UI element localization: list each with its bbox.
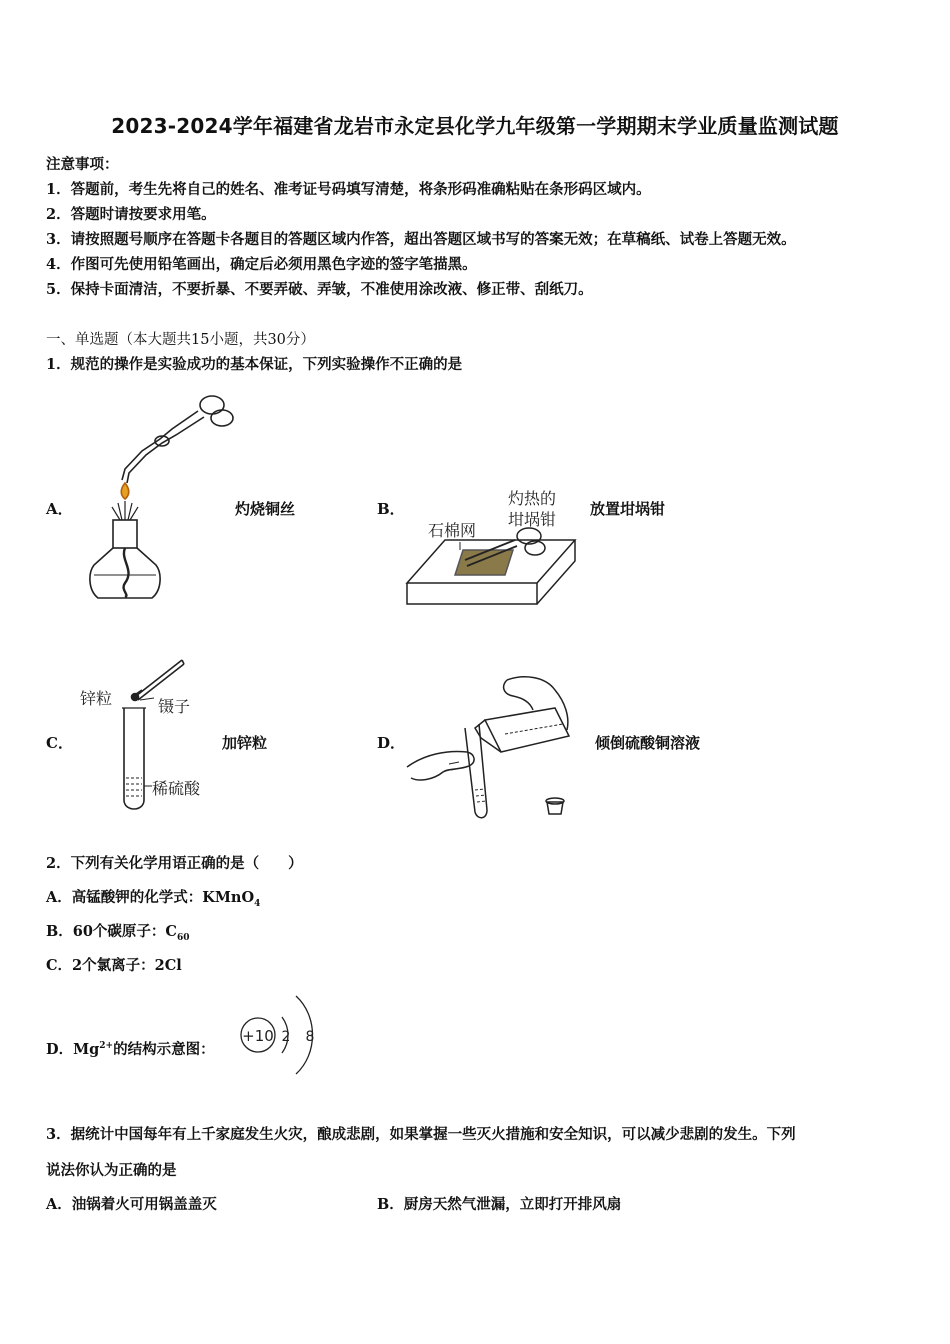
notice-item: 3．请按照题号顺序在答题卡各题目的答题区域内作答，超出答题区域书写的答案无效；在草稿纸、试卷上答题无效。 (46, 231, 796, 248)
option-d-caption: 倾倒硫酸铜溶液 (595, 734, 701, 752)
q3-option-a: A．油锅着火可用锅盖盖灭 (46, 1196, 217, 1213)
question-3-stem-cont: 说法你认为正确的是 (46, 1162, 177, 1179)
notice-item: 2．答题时请按要求用笔。 (46, 206, 216, 223)
option-a-caption: 灼烧铜丝 (235, 500, 296, 518)
notice-item: 4．作图可先使用铅笔画出，确定后必须用黑色字迹的签字笔描黑。 (46, 256, 477, 273)
label-crucible-tongs: 坩埚钳 (508, 510, 557, 529)
shell-1-electrons: 2 (281, 1029, 291, 1045)
option-c-caption: 加锌粒 (222, 734, 268, 752)
label-zinc: 锌粒 (80, 689, 113, 708)
q2-option-a: A．高锰酸钾的化学式：KMnO$_4$ (46, 889, 261, 909)
notice-item: 1．答题前，考生先将自己的姓名、准考证号码填写清楚，将条形码准确粘贴在条形码区域内。 (46, 181, 651, 198)
option-b-caption: 放置坩埚钳 (590, 500, 666, 518)
alcohol-lamp-illustration (80, 385, 260, 610)
crucible-tongs-illustration (405, 520, 585, 610)
q2-option-b: B．60个碳原子：$C_{60}$ (46, 923, 190, 943)
notice-heading: 注意事项： (46, 156, 119, 173)
option-b-letter: B． (377, 500, 405, 518)
question-1-stem: 1．规范的操作是实验成功的基本保证，下列实验操作不正确的是 (46, 356, 463, 373)
shell-2-electrons: 8 (305, 1029, 315, 1045)
q3-option-b: B．厨房天然气泄漏，立即打开排风扇 (377, 1196, 622, 1213)
atomic-structure-diagram (238, 990, 328, 1080)
q2-option-d: D．$Mg^{2+}$的结构示意图： (46, 1041, 215, 1058)
option-d-letter: D． (377, 734, 406, 752)
label-asbestos-net: 石棉网 (428, 521, 477, 540)
nucleus-charge: +10 (242, 1027, 274, 1045)
zinc-test-tube-illustration (118, 650, 201, 820)
option-c-letter: C． (46, 734, 73, 752)
label-hot: 灼热的 (508, 489, 557, 508)
q2-option-c: C．2个氯离子：2Cl (46, 957, 182, 974)
label-tweezers: 镊子 (158, 697, 191, 716)
notice-item: 5．保持卡面清洁，不要折暴、不要弄破、弄皱，不准使用涂改液、修正带、刮纸刀。 (46, 281, 593, 298)
page-title: 2023-2024学年福建省龙岩市永定县化学九年级第一学期期末学业质量监测试题 (111, 114, 839, 138)
option-a-letter: A． (46, 500, 73, 518)
question-2-stem: 2．下列有关化学用语正确的是（ ） (46, 855, 303, 872)
pouring-solution-illustration (405, 672, 590, 822)
question-3-stem: 3．据统计中国每年有上千家庭发生火灾，酿成悲剧，如果掌握一些灭火措施和安全知识，可以减少悲剧的发生。下列 (46, 1126, 796, 1143)
section-heading: 一、单选题（本大题共15小题，共30分） (46, 332, 315, 348)
label-dilute-sulfuric-acid: 稀硫酸 (152, 779, 201, 798)
